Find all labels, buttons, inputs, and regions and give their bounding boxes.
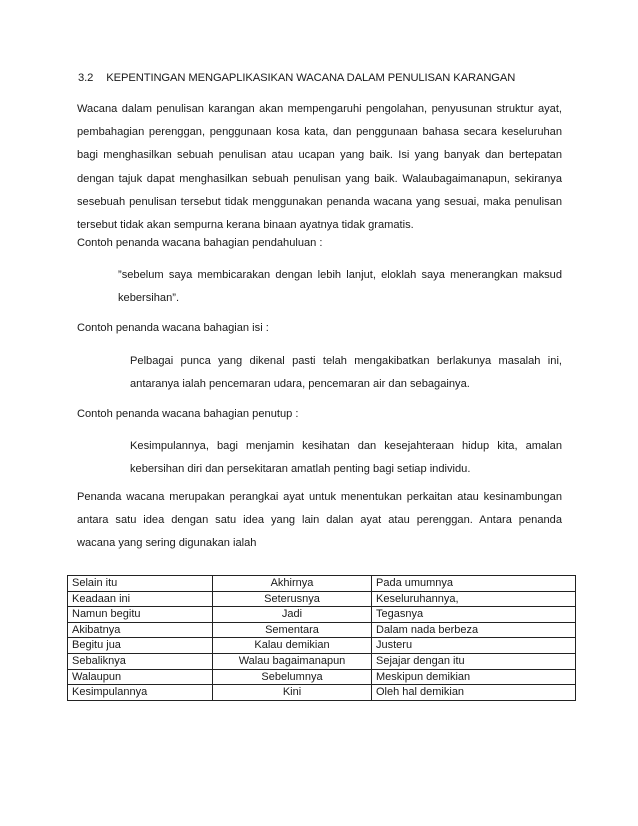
- body-example: [130, 350, 562, 396]
- discourse-markers-table: [67, 575, 576, 701]
- paragraph-line: dengan tajuk dapat menghasilkan sebuah penulisan yang baik. Walaubagaimanapun, sekiranya: [77, 172, 562, 185]
- example-line: kebersihan diri dan persekitaran amatlah penting bagi setiap individu.: [130, 463, 471, 476]
- table-cell: Tegasnya: [372, 607, 576, 623]
- table-cell: Sebaliknya: [68, 653, 213, 669]
- paragraph-line: pembahagian perenggan, penggunaan kosa kata, dan penggunaan bahasa secara keseluruhan: [77, 126, 562, 139]
- table-cell: Walaupun: [68, 669, 213, 685]
- example-line: ”sebelum saya membicarakan dengan lebih lanjut, eloklah saya menerangkan maksud: [118, 269, 562, 281]
- table-cell: Keseluruhannya,: [372, 591, 576, 607]
- table-cell: Meskipun demikian: [372, 669, 576, 685]
- table-cell: Pada umumnya: [372, 576, 576, 592]
- table-cell: Sebelumnya: [213, 669, 372, 685]
- table-cell: Jadi: [213, 607, 372, 623]
- section-title: KEPENTINGAN MENGAPLIKASIKAN WACANA DALAM PENULISAN KARANGAN: [106, 72, 516, 84]
- example-line: Kesimpulannya, bagi menjamin kesihatan dan kesejahteraan hidup kita, amalan: [130, 440, 562, 452]
- table-cell: Seterusnya: [213, 591, 372, 607]
- section-heading: [78, 72, 515, 84]
- table-row: [68, 607, 576, 623]
- table-cell: Selain itu: [68, 576, 213, 592]
- example-line: antaranya ialah pencemaran udara, pencemaran air dan sebagainya.: [130, 378, 470, 391]
- table-cell: Oleh hal demikian: [372, 685, 576, 701]
- table-row: [68, 653, 576, 669]
- paragraph-line: antara satu idea dengan satu idea yang lain dalan ayat atau perenggan. Antara penanda: [77, 514, 562, 527]
- table-cell: Kalau demikian: [213, 638, 372, 654]
- table-row: [68, 638, 576, 654]
- table-cell: Akhirnya: [213, 576, 372, 592]
- table-row: [68, 669, 576, 685]
- intro-example-label: Contoh penanda wacana bahagian pendahuluan :: [77, 237, 323, 249]
- paragraph-line: Wacana dalam penulisan karangan akan mempengaruhi pengolahan, penyusunan struktur ayat,: [77, 103, 562, 115]
- table-cell: Sejajar dengan itu: [372, 653, 576, 669]
- table-cell: Kesimpulannya: [68, 685, 213, 701]
- paragraph-line: tersebut tidak akan sempurna kerana binaan ayatnya tidak gramatis.: [77, 218, 414, 231]
- table-cell: Justeru: [372, 638, 576, 654]
- table-cell: Dalam nada berbeza: [372, 622, 576, 638]
- example-line: Pelbagai punca yang dikenal pasti telah mengakibatkan berlakunya masalah ini,: [130, 355, 562, 367]
- table-row: [68, 576, 576, 592]
- paragraph-markers: [77, 486, 562, 556]
- table-row: [68, 591, 576, 607]
- example-line: kebersihan”.: [118, 292, 180, 305]
- table-cell: Begitu jua: [68, 638, 213, 654]
- intro-example: [118, 264, 562, 310]
- closing-example: [130, 435, 562, 481]
- paragraph-line: wacana yang sering digunakan ialah: [77, 537, 257, 550]
- body-example-label: Contoh penanda wacana bahagian isi :: [77, 322, 269, 334]
- paragraph-intro: [77, 98, 562, 237]
- table-row: [68, 685, 576, 701]
- table-cell: Sementara: [213, 622, 372, 638]
- closing-example-label: Contoh penanda wacana bahagian penutup :: [77, 408, 299, 420]
- paragraph-line: bagi menghasilkan sebuah penulisan atau ucapan yang baik. Isi yang banyak dan bertepatan: [77, 149, 562, 162]
- paragraph-line: Penanda wacana merupakan perangkai ayat untuk menentukan perkaitan atau kesinambungan: [77, 491, 562, 503]
- section-number: 3.2: [78, 72, 94, 84]
- table-row: [68, 622, 576, 638]
- table-cell: Akibatnya: [68, 622, 213, 638]
- paragraph-line: sesebuah penulisan tersebut tidak menggunakan penanda wacana yang sesuai, maka penulisan: [77, 195, 562, 208]
- table-cell: Kini: [213, 685, 372, 701]
- table-cell: Walau bagaimanapun: [213, 653, 372, 669]
- table-cell: Keadaan ini: [68, 591, 213, 607]
- table-cell: Namun begitu: [68, 607, 213, 623]
